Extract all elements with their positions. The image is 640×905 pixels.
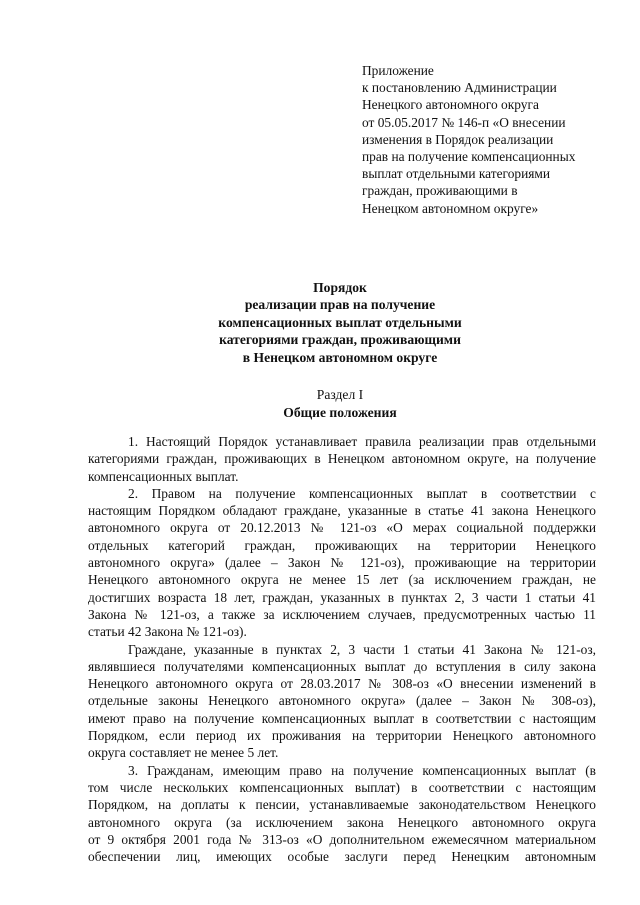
section-number: Раздел I bbox=[316, 387, 364, 402]
section-title: Общие положения bbox=[283, 405, 397, 420]
paragraph-line: Ненецкого автономного округа от 28.03.2017 № 308-оз «О внесении изменений в bbox=[88, 676, 596, 692]
appendix-line: прав на получение компенсационных bbox=[362, 149, 576, 165]
title-line: компенсационных выплат отдельными bbox=[218, 314, 462, 330]
appendix-line: к постановлению Администрации bbox=[362, 80, 557, 96]
paragraph-line: Порядком, на доплаты к пенсии, устанавливаемые законодательством Ненецкого bbox=[88, 797, 596, 813]
appendix-line: Ненецком автономном округе» bbox=[362, 200, 539, 216]
appendix-line: изменения в Порядок реализации bbox=[362, 131, 554, 147]
appendix-line: Приложение bbox=[362, 63, 434, 78]
title-line: Порядок bbox=[313, 280, 367, 295]
paragraph-line: автономного округа от 20.12.2013 № 121-оз «О мерах социальной поддержки bbox=[88, 520, 596, 536]
paragraph-line: достигших возраста 18 лет, граждан, указанных в пунктах 2, 3 части 1 статьи 41 bbox=[88, 589, 596, 605]
paragraph-line: от 9 октября 2001 года № 313-оз «О дополнительном ежемесячном материальном bbox=[88, 831, 596, 847]
paragraph-line: автономного округа (за исключением закона Ненецкого автономного округа bbox=[88, 814, 596, 830]
paragraph-line: отдельные законы Ненецкого автономного округа» (далее – Закон № 308-оз), bbox=[88, 693, 596, 709]
appendix-line: от 05.05.2017 № 146-п «О внесении bbox=[362, 114, 566, 130]
title-line: категориями граждан, проживающими bbox=[219, 332, 461, 348]
appendix-line: Ненецкого автономного округа bbox=[362, 97, 539, 113]
paragraph-line: Граждане, указанные в пунктах 2, 3 части 1 статьи 41 Закона № 121-оз, bbox=[128, 641, 596, 657]
paragraph-line: статьи 42 Закона № 121-оз). bbox=[88, 624, 247, 640]
paragraph-line: отдельных категорий граждан, проживающих на территории Ненецкого bbox=[88, 537, 596, 553]
appendix-line: выплат отдельными категориями bbox=[362, 166, 551, 182]
appendix-header bbox=[362, 62, 602, 217]
paragraph-line: Порядком, если период их проживания на территории Ненецкого автономного bbox=[88, 728, 596, 744]
paragraph-line: Закона № 121-оз, а также за исключением случаев, предусмотренных частью 11 bbox=[88, 606, 596, 622]
paragraph-line: компенсационных выплат. bbox=[88, 468, 239, 484]
paragraph-line: Ненецкого автономного округа не менее 15 лет (за исключением граждан, не bbox=[88, 572, 596, 588]
title-line: реализации прав на получение bbox=[244, 297, 436, 313]
paragraph-line: обеспечении лиц, имеющих особые заслуги перед Ненецким автономным bbox=[88, 849, 596, 865]
paragraph-line: являвшиеся получателями компенсационных выплат до вступления в силу закона bbox=[88, 658, 596, 674]
paragraph-line: категориями граждан, проживающих в Ненецком автономном округе, на получение bbox=[88, 451, 596, 467]
paragraph-line: 3. Гражданам, имеющим право на получение компенсационных выплат (в bbox=[128, 762, 596, 778]
paragraph-line: 1. Настоящий Порядок устанавливает правила реализации прав отдельными bbox=[128, 434, 596, 449]
section-heading bbox=[140, 386, 540, 422]
paragraph-line: имеют право на получение компенсационных выплат в соответствии с настоящим bbox=[88, 710, 596, 726]
appendix-line: граждан, проживающими в bbox=[362, 183, 518, 199]
title-line: в Ненецком автономном округе bbox=[242, 349, 438, 365]
paragraph-line: настоящим Порядком обладают граждане, указанные в статье 41 закона Ненецкого bbox=[88, 503, 596, 519]
paragraph-line: округа составляет не менее 5 лет. bbox=[88, 745, 279, 761]
paragraph-line: автономного округа» (далее – Закон № 121-оз), проживающие на территории bbox=[88, 555, 596, 571]
paragraph-line: 2. Правом на получение компенсационных выплат в соответствии с bbox=[128, 485, 596, 501]
document-title bbox=[140, 279, 540, 366]
paragraph-line: том числе нескольких компенсационных выплат) в соответствии с настоящим bbox=[88, 779, 596, 795]
document-body bbox=[88, 433, 596, 865]
